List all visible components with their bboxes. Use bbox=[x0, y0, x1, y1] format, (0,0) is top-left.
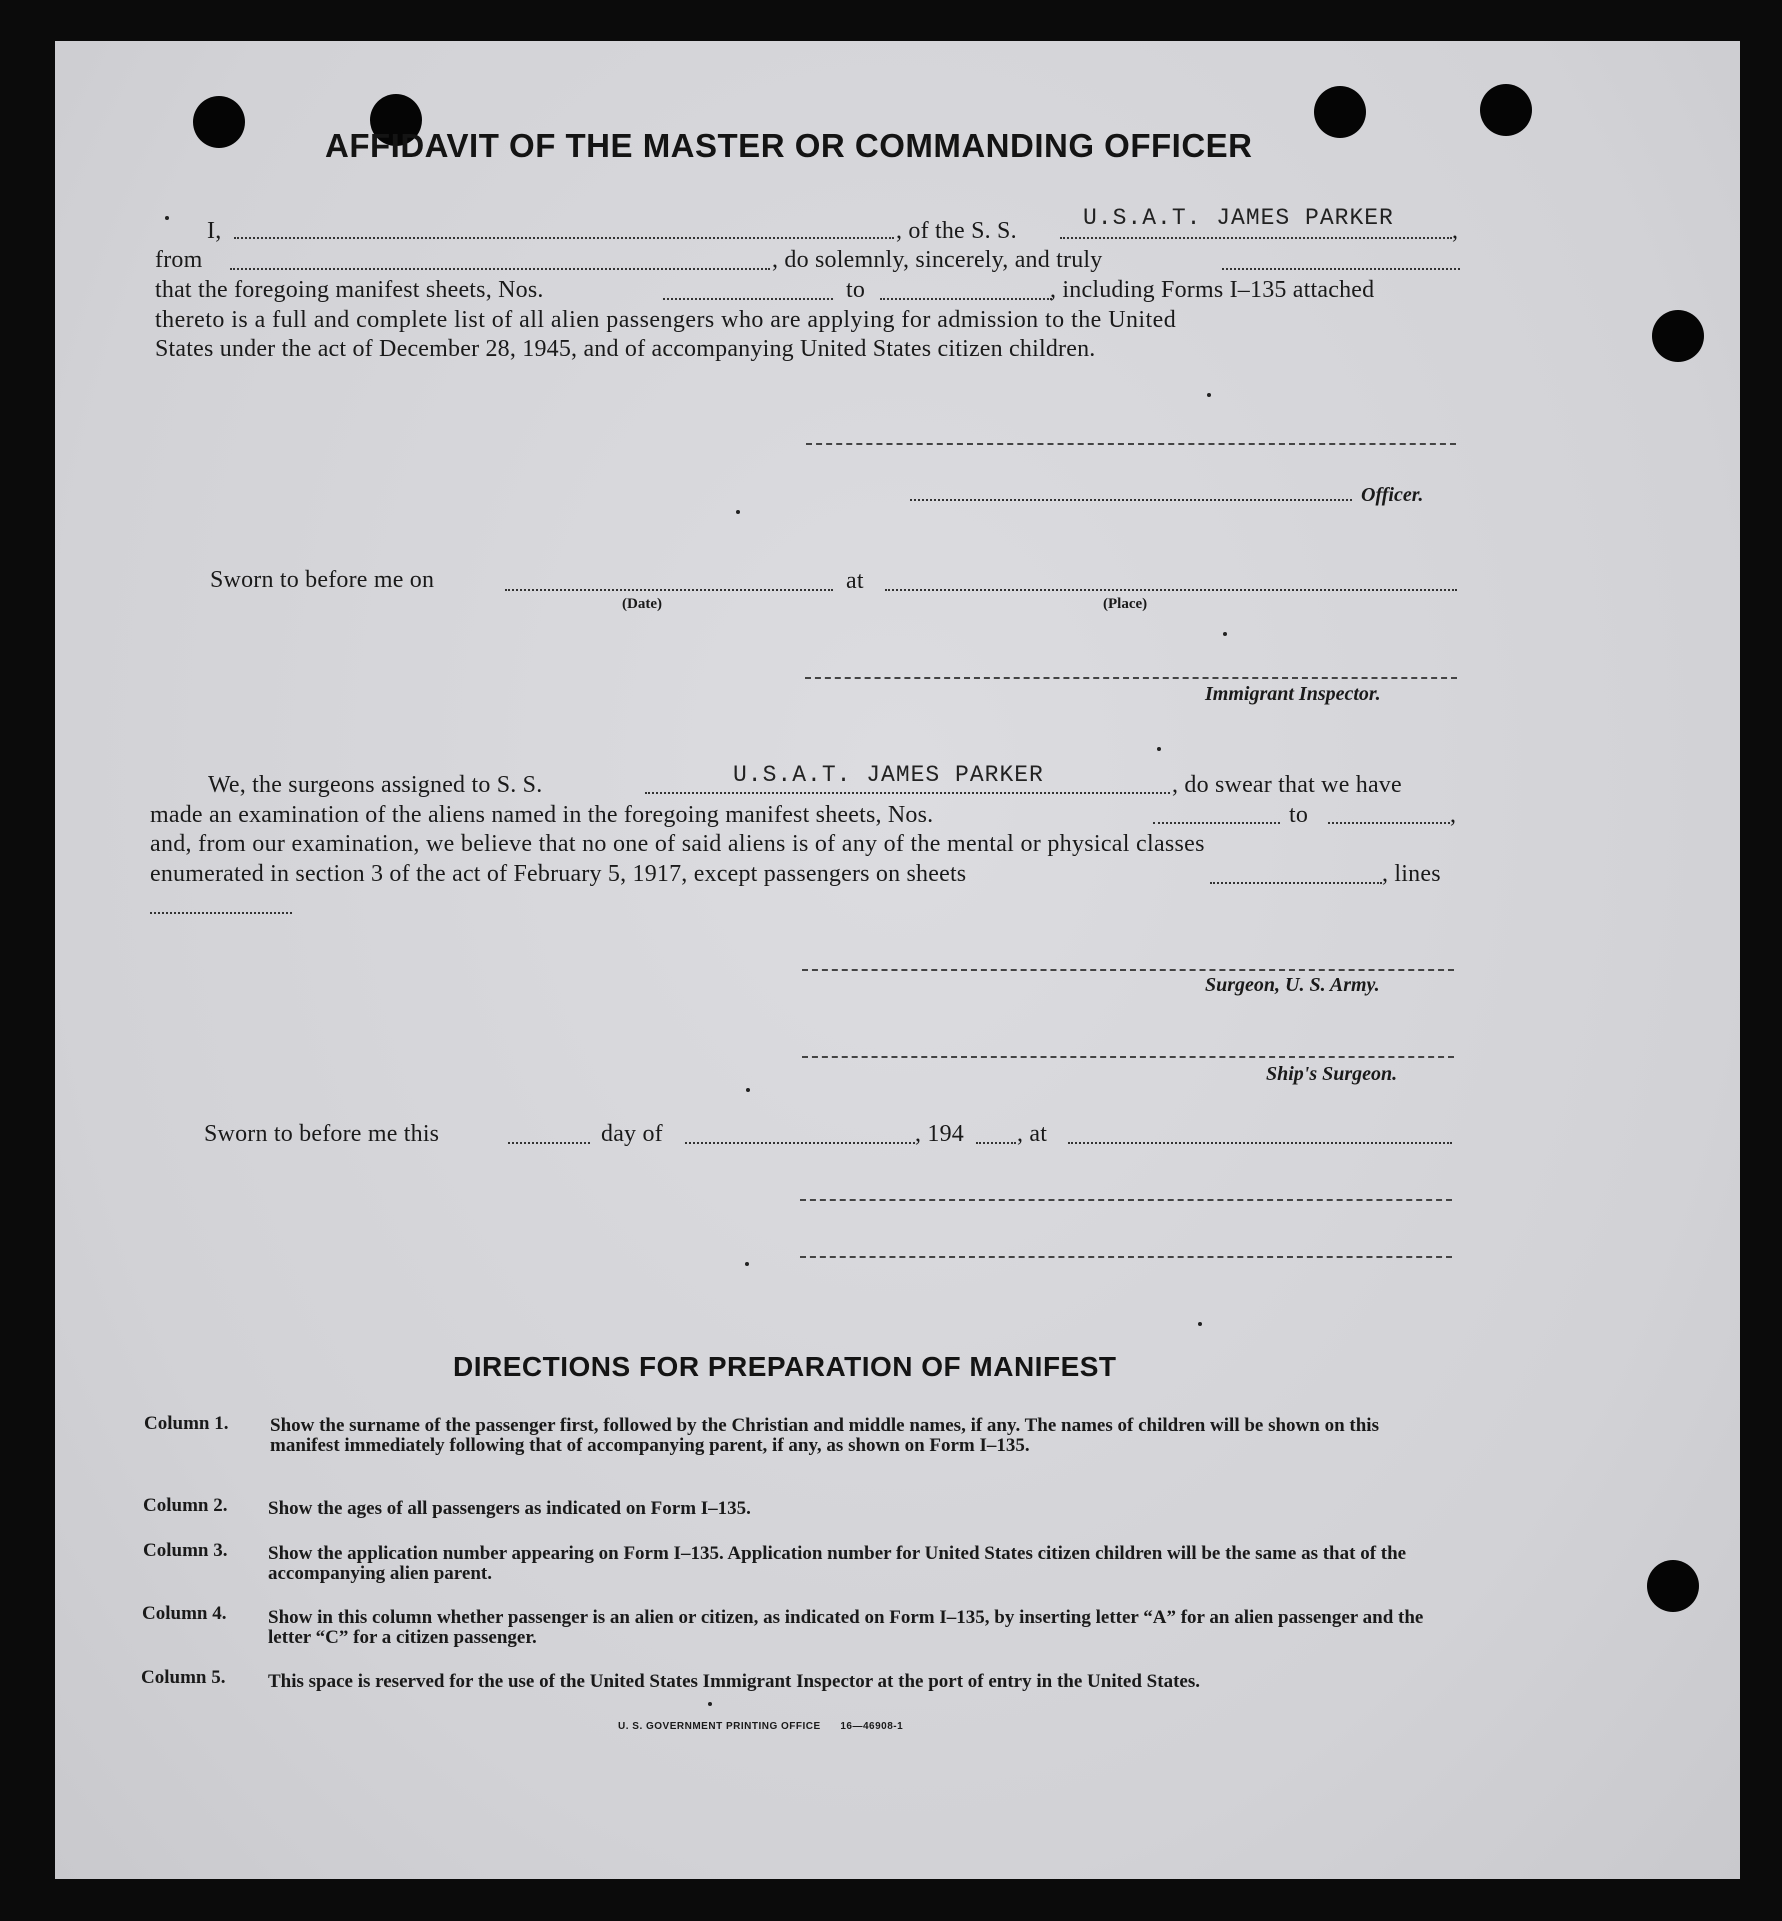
punch-hole bbox=[1652, 310, 1704, 362]
sworn-month-blank[interactable] bbox=[685, 1142, 915, 1144]
column-3-text: Show the application number appearing on Form I–135. Application number for United States citizen children will be the same as that of the accompanying alien parent. bbox=[268, 1543, 1407, 1584]
punch-hole bbox=[1480, 84, 1532, 136]
printing-office-footer: U. S. GOVERNMENT PRINTING OFFICE 16—46908-1 bbox=[618, 1721, 904, 1732]
immigrant-inspector-line[interactable] bbox=[805, 677, 1457, 679]
surgeons-ship-typed: U.S.A.T. JAMES PARKER bbox=[733, 762, 1044, 788]
official-signature-line-1[interactable] bbox=[800, 1199, 1452, 1201]
column-4-label: Column 4. bbox=[142, 1603, 227, 1624]
sworn-date-blank[interactable] bbox=[505, 589, 833, 591]
directions-title: DIRECTIONS FOR PREPARATION OF MANIFEST bbox=[453, 1351, 1117, 1382]
punch-hole bbox=[193, 96, 245, 148]
from-blank[interactable] bbox=[230, 268, 770, 270]
column-1-text: Show the surname of the passenger first, followed by the Christian and middle names, if any. The names of children will be shown on this manifest immediately following that of accompanying parent, if any, as shown on Form I–135. bbox=[270, 1415, 1379, 1456]
sheets-from-blank[interactable] bbox=[663, 298, 833, 300]
year-prefix: , 194 bbox=[915, 1121, 964, 1147]
surgeons-line1-end: , do swear that we have bbox=[1172, 772, 1402, 798]
sworn-on-label: Sworn to before me on bbox=[210, 567, 435, 593]
label-solemnly: , do solemnly, sincerely, and truly bbox=[772, 247, 1103, 273]
surgeons-sheets-from[interactable] bbox=[1153, 822, 1280, 824]
ships-surgeon-label: Ship's Surgeon. bbox=[1266, 1063, 1398, 1085]
surgeons-lines-label: , lines bbox=[1382, 861, 1441, 887]
surgeons-ship-blank[interactable] bbox=[645, 792, 1170, 794]
truly-blank[interactable] bbox=[1222, 268, 1460, 270]
ship-name-typed: U.S.A.T. JAMES PARKER bbox=[1083, 205, 1394, 231]
affidavit-line4: thereto is a full and complete list of all alien passengers who are applying for admission to the United bbox=[155, 307, 1177, 333]
column-5-label: Column 5. bbox=[141, 1667, 226, 1688]
label-manifest-sheets: that the foregoing manifest sheets, Nos. bbox=[155, 277, 544, 303]
officer-title-line[interactable] bbox=[910, 499, 1352, 501]
label-i: I, bbox=[207, 218, 222, 244]
surgeon-army-signature-line[interactable] bbox=[802, 969, 1454, 971]
affidavit-title: AFFIDAVIT OF THE MASTER OR COMMANDING OFFICER bbox=[325, 127, 1253, 164]
official-signature-line-2[interactable] bbox=[800, 1256, 1452, 1258]
label-of-ss: , of the S. S. bbox=[896, 218, 1017, 244]
officer-label: Officer. bbox=[1361, 484, 1424, 506]
sworn-at-label: at bbox=[846, 568, 864, 594]
column-2-text: Show the ages of all passengers as indicated on Form I–135. bbox=[268, 1498, 751, 1519]
column-4-text: Show in this column whether passenger is an alien or citizen, as indicated on Form I–135, by inserting letter “A” for an alien passenger and the letter “C” for a citizen passenger. bbox=[268, 1607, 1424, 1648]
surgeons-sheets-to[interactable] bbox=[1328, 822, 1450, 824]
column-1-label: Column 1. bbox=[144, 1413, 229, 1434]
surgeons-line3: and, from our examination, we believe that no one of said aliens is of any of the mental or physical classes bbox=[150, 831, 1205, 857]
surgeons-to-label: to bbox=[1289, 802, 1309, 828]
punch-hole bbox=[1314, 86, 1366, 138]
sworn-day-blank[interactable] bbox=[508, 1142, 590, 1144]
column-2-label: Column 2. bbox=[143, 1495, 228, 1516]
except-lines-blank[interactable] bbox=[150, 912, 292, 914]
officer-signature-line[interactable] bbox=[806, 443, 1456, 445]
sworn-this-label: Sworn to before me this bbox=[204, 1121, 440, 1147]
sheets-to-blank[interactable] bbox=[880, 298, 1052, 300]
except-sheets-blank[interactable] bbox=[1210, 882, 1382, 884]
sworn-at2-label: , at bbox=[1017, 1121, 1048, 1147]
surgeons-line2-comma: , bbox=[1450, 802, 1457, 828]
date-caption: (Date) bbox=[622, 596, 662, 612]
surgeons-line4: enumerated in section 3 of the act of February 5, 1917, except passengers on sheets bbox=[150, 861, 967, 887]
label-to: to bbox=[846, 277, 866, 303]
affidavit-line5: States under the act of December 28, 1945, and of accompanying United States citizen children. bbox=[155, 336, 1096, 362]
surgeons-line1: We, the surgeons assigned to S. S. bbox=[208, 772, 543, 798]
label-from: from bbox=[155, 247, 203, 273]
name-blank[interactable] bbox=[234, 237, 894, 239]
sworn-year-blank[interactable] bbox=[976, 1142, 1016, 1144]
label-including-forms: , including Forms I–135 attached bbox=[1050, 277, 1375, 303]
line1-comma: , bbox=[1452, 218, 1459, 244]
immigrant-inspector-label: Immigrant Inspector. bbox=[1205, 683, 1381, 705]
ships-surgeon-signature-line[interactable] bbox=[802, 1056, 1454, 1058]
punch-hole bbox=[1647, 1560, 1699, 1612]
surgeons-line2: made an examination of the aliens named in the foregoing manifest sheets, Nos. bbox=[150, 802, 934, 828]
ship-name-blank[interactable] bbox=[1060, 237, 1452, 239]
day-of-label: day of bbox=[601, 1121, 663, 1147]
surgeon-army-label: Surgeon, U. S. Army. bbox=[1205, 974, 1380, 996]
sworn-place-blank[interactable] bbox=[885, 589, 1457, 591]
sworn-place2-blank[interactable] bbox=[1068, 1142, 1452, 1144]
place-caption: (Place) bbox=[1103, 596, 1148, 612]
column-5-text: This space is reserved for the use of the United States Immigrant Inspector at the port of entry in the United States. bbox=[268, 1671, 1200, 1692]
column-3-label: Column 3. bbox=[143, 1540, 228, 1561]
